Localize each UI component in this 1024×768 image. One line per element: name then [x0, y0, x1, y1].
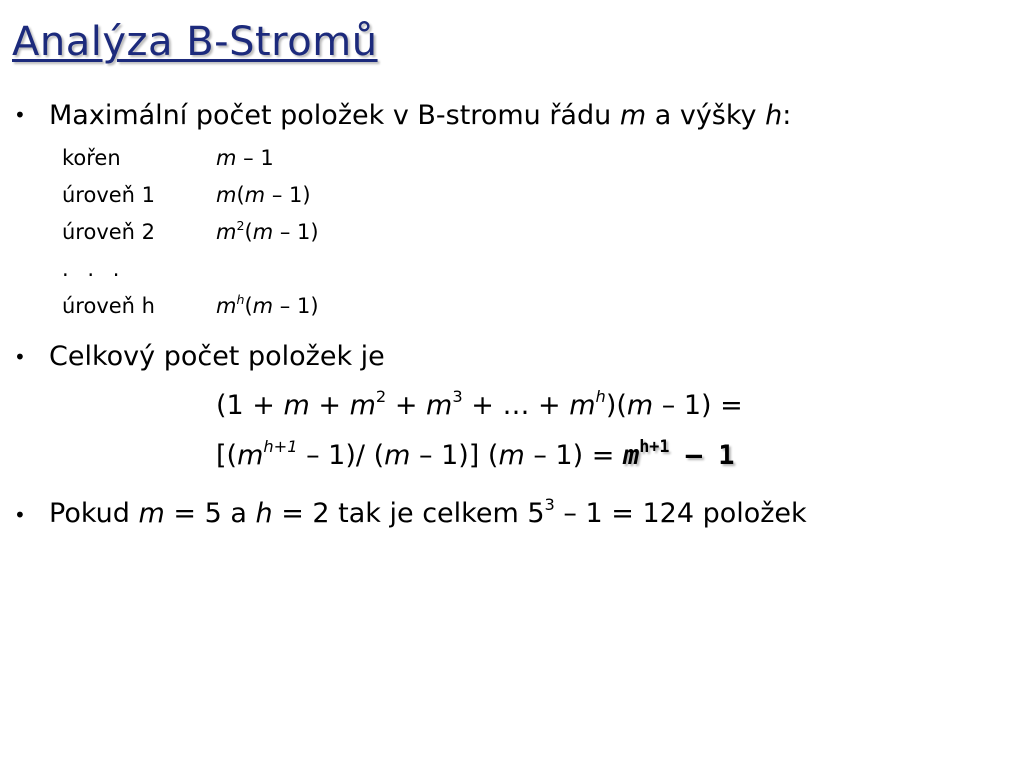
level-expression — [216, 292, 319, 320]
exponent: h+1 — [639, 436, 670, 457]
ellipsis-dots: . . . — [62, 257, 126, 281]
var-h: h — [255, 498, 273, 529]
formula-closed-form — [216, 436, 735, 473]
formula-part: – 1)/ ( — [297, 440, 385, 471]
level-row-2 — [62, 218, 319, 246]
bullet-1-text-part: Maximální počet položek v B-stromu řádu — [49, 100, 620, 131]
expr-part: (m – 1) — [244, 220, 319, 244]
level-label: úroveň 2 — [62, 220, 156, 244]
level-row-h — [62, 292, 319, 320]
level-expression — [216, 144, 274, 172]
formula-part: + — [309, 390, 350, 421]
bullet-1-marker: • — [14, 103, 26, 127]
level-row-root — [62, 144, 274, 172]
bullet-1-text-part: a výšky — [646, 100, 766, 131]
var-m: m — [216, 294, 237, 318]
expr-part: – 1 — [236, 146, 274, 170]
bullet-3-text-part: = 2 tak je celkem 5 — [272, 498, 545, 529]
var-m: m — [384, 440, 411, 471]
formula-part: [( — [216, 440, 238, 471]
exponent: h — [236, 291, 245, 307]
level-row-1 — [62, 181, 311, 209]
level-label: kořen — [62, 146, 121, 170]
formula-result — [622, 436, 735, 471]
formula-part: )( — [605, 390, 627, 421]
var-m: m — [349, 390, 376, 421]
var-m: m — [237, 440, 264, 471]
bullet-1-colon: : — [782, 100, 792, 131]
exponent: 2 — [375, 387, 387, 407]
var-m: m — [426, 390, 453, 421]
formula-part: – 1) = — [524, 440, 623, 471]
formula-sum — [216, 389, 743, 423]
formula-part: + — [386, 390, 427, 421]
var-h: h — [765, 100, 783, 131]
var-m: m — [216, 183, 237, 207]
var-m: m — [619, 100, 647, 131]
expr-part: (m – 1) — [236, 183, 311, 207]
bullet-1-text — [49, 99, 791, 133]
level-label: úroveň h — [62, 294, 155, 318]
formula-part: – 1)] ( — [410, 440, 499, 471]
formula-part: – 1) = — [653, 390, 743, 421]
formula-part: + … + — [462, 390, 570, 421]
formula-part: (1 + — [216, 390, 284, 421]
expr-part: (m – 1) — [244, 294, 319, 318]
bullet-3-text — [49, 497, 807, 531]
exponent: h — [595, 387, 606, 407]
bullet-3-text-part: = 5 a — [164, 498, 256, 529]
bullet-3-marker: • — [14, 503, 26, 527]
bullet-3-text-part: Pokud — [49, 498, 139, 529]
bullet-3-text-part: – 1 = 124 položek — [554, 498, 807, 529]
formula-part: – 1 — [669, 440, 735, 471]
exponent: 2 — [236, 217, 245, 233]
bullet-2-marker: • — [14, 345, 26, 369]
var-m: m — [138, 498, 165, 529]
var-m: m — [216, 220, 237, 244]
bullet-2-text: Celkový počet položek je — [49, 341, 385, 372]
level-expression — [216, 181, 311, 209]
var-m: m — [626, 390, 654, 421]
var-m: m — [569, 390, 596, 421]
exponent: 3 — [452, 387, 463, 407]
var-m: m — [283, 390, 310, 421]
exponent: 3 — [544, 495, 555, 515]
level-label: úroveň 1 — [62, 183, 156, 207]
exponent: h+1 — [263, 437, 298, 457]
slide-title: Analýza B-Stromů — [12, 19, 378, 65]
var-m: m — [498, 440, 525, 471]
level-expression — [216, 218, 319, 246]
var-m: m — [216, 146, 237, 170]
var-m: m — [622, 440, 640, 471]
